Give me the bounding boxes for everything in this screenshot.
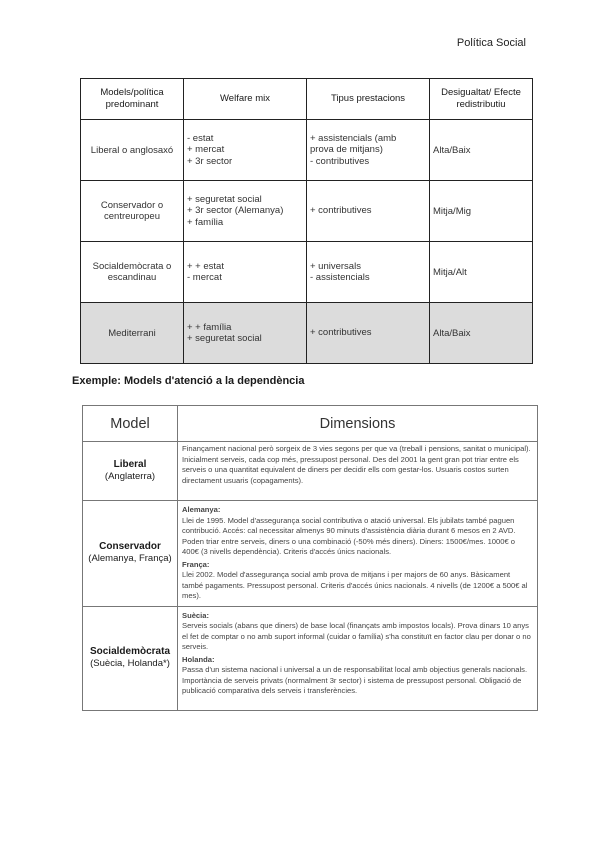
dimensions-cell: [178, 606, 538, 710]
model-cell: Liberal o anglosaxó: [81, 120, 184, 181]
efecte-cell: Alta/Baix: [430, 303, 533, 364]
efecte-cell: Mitja/Alt: [430, 242, 533, 303]
welfare-line: + seguretat social: [187, 193, 262, 205]
dimensions-text: Finançament nacional però sorgeix de 3 vies segons per que va (treball i pensions, sanitat o municipal). Inicialment serveis, cada cop més, pressupost personal. Des del 2001 la gent gran pot triar entre els serveis o una quantitat equivalent de diners per decidir ells com gestar-los. Usuaris costos surten directament usuaris (copagaments).: [182, 444, 531, 485]
column-header: Dimensions: [178, 406, 538, 442]
model-cell: Mediterrani: [81, 303, 184, 364]
model-countries: (Anglaterra): [104, 471, 156, 482]
model-name: Conservador: [99, 541, 161, 553]
table-row: [83, 501, 538, 607]
dimensions-cell: [178, 501, 538, 607]
prestacions-cell: [307, 120, 430, 181]
model-cell: [83, 501, 178, 607]
welfare-line: - mercat: [187, 272, 222, 283]
column-header: Models/política predominant: [81, 79, 184, 120]
prestacions-line: - contributives: [310, 155, 370, 167]
column-header: Welfare mix: [184, 79, 307, 120]
country-label: França:: [182, 559, 210, 569]
efecte-cell: Mitja/Mig: [430, 181, 533, 242]
welfare-line: + 3r sector: [187, 155, 233, 167]
prestacions-cell: [307, 303, 430, 364]
efecte-cell: Alta/Baix: [430, 120, 533, 181]
model-name: Socialdemòcrata: [89, 646, 171, 657]
welfare-line: + + família: [187, 321, 232, 333]
column-header: Model: [83, 406, 178, 442]
model-countries: (Alemanya, França): [88, 553, 172, 565]
country-label: Alemanya:: [182, 505, 221, 514]
welfare-line: - estat: [187, 132, 214, 144]
country-label: Suècia:: [182, 610, 210, 620]
prestacions-cell: [307, 242, 430, 303]
section-heading: Exemple: Models d'atenció a la dependència: [72, 375, 305, 387]
welfare-cell: [184, 303, 307, 364]
prestacions-cell: [307, 181, 430, 242]
table-row: [81, 120, 533, 181]
dependency-models-table: [82, 405, 538, 711]
welfare-line: + + estat: [187, 260, 224, 272]
dimensions-cell: [178, 442, 538, 501]
welfare-cell: [184, 181, 307, 242]
dimensions-text: Passa d'un sistema nacional i universal a un de responsabilitat local amb objectius generals nacionals. Importància de serveis privats (normalment 3r sector) i sistema de pressupost personal. Obligació de publicació comparativa dels serveis i transferències.: [182, 665, 528, 695]
table-row: [83, 442, 538, 501]
welfare-line: + 3r sector (Alemanya): [187, 205, 284, 217]
country-label: Holanda:: [182, 654, 215, 664]
page-header-title: Política Social: [456, 37, 526, 49]
prestacions-line: - assistencials: [310, 272, 370, 283]
model-cell: Socialdemòcrata o escandinau: [81, 242, 184, 303]
prestacions-line: + contributives: [310, 327, 372, 339]
model-cell: Conservador o centreuropeu: [81, 181, 184, 242]
table-row: [83, 606, 538, 710]
table-row: [81, 303, 533, 364]
dimensions-text: Serveis socials (abans que diners) de base local (finançats amb impostos locals). Prova dinars 10 anys el fet de comptar o no amb suport informal (cuidar o família) s'ha constituït en factor clau per donar o no serveis.: [182, 621, 531, 651]
welfare-line: + mercat: [187, 144, 225, 156]
welfare-models-table: [80, 78, 533, 364]
model-cell: [83, 606, 178, 710]
model-name: Liberal: [113, 459, 147, 470]
prestacions-line: prova de mitjans): [310, 144, 383, 156]
welfare-line: + família: [187, 216, 224, 228]
column-header: Tipus prestacions: [307, 79, 430, 120]
dimensions-text: Llei de 1995. Model d'assegurança social contributiva o atació universal. Els jubilats també paguen contribució. Accés: cal necessitar almenys 90 minuts d'assistència diària durant 6 mesos en 2 AVD. Poden triar entre serveis, diners o una combinació (-50% més diners). Diners: 1500€/mes. 1000€ o 400€ (3 nivells dependència). Criteris d'accés únics nacionals.: [182, 515, 516, 556]
model-countries: (Suècia, Holanda*): [90, 658, 170, 669]
welfare-cell: [184, 242, 307, 303]
welfare-line: + seguretat social: [187, 333, 262, 344]
table-row: [81, 242, 533, 303]
dimensions-text: Llei 2002. Model d'assegurança social amb prova de mitjans i per majors de 60 anys. Bàsicament també pagaments. Pressupost personal. Criteris d'accés únics nacionals. 4 nivells (de 1200€ a 500€ al mes).: [182, 570, 528, 600]
table-row: [81, 181, 533, 242]
welfare-cell: [184, 120, 307, 181]
prestacions-line: + assistencials (amb: [310, 132, 397, 144]
prestacions-line: + contributives: [310, 205, 372, 217]
prestacions-line: + universals: [310, 260, 361, 272]
model-cell: [83, 442, 178, 501]
column-header: Desigualtat/ Efecte redistributiu: [430, 79, 533, 120]
